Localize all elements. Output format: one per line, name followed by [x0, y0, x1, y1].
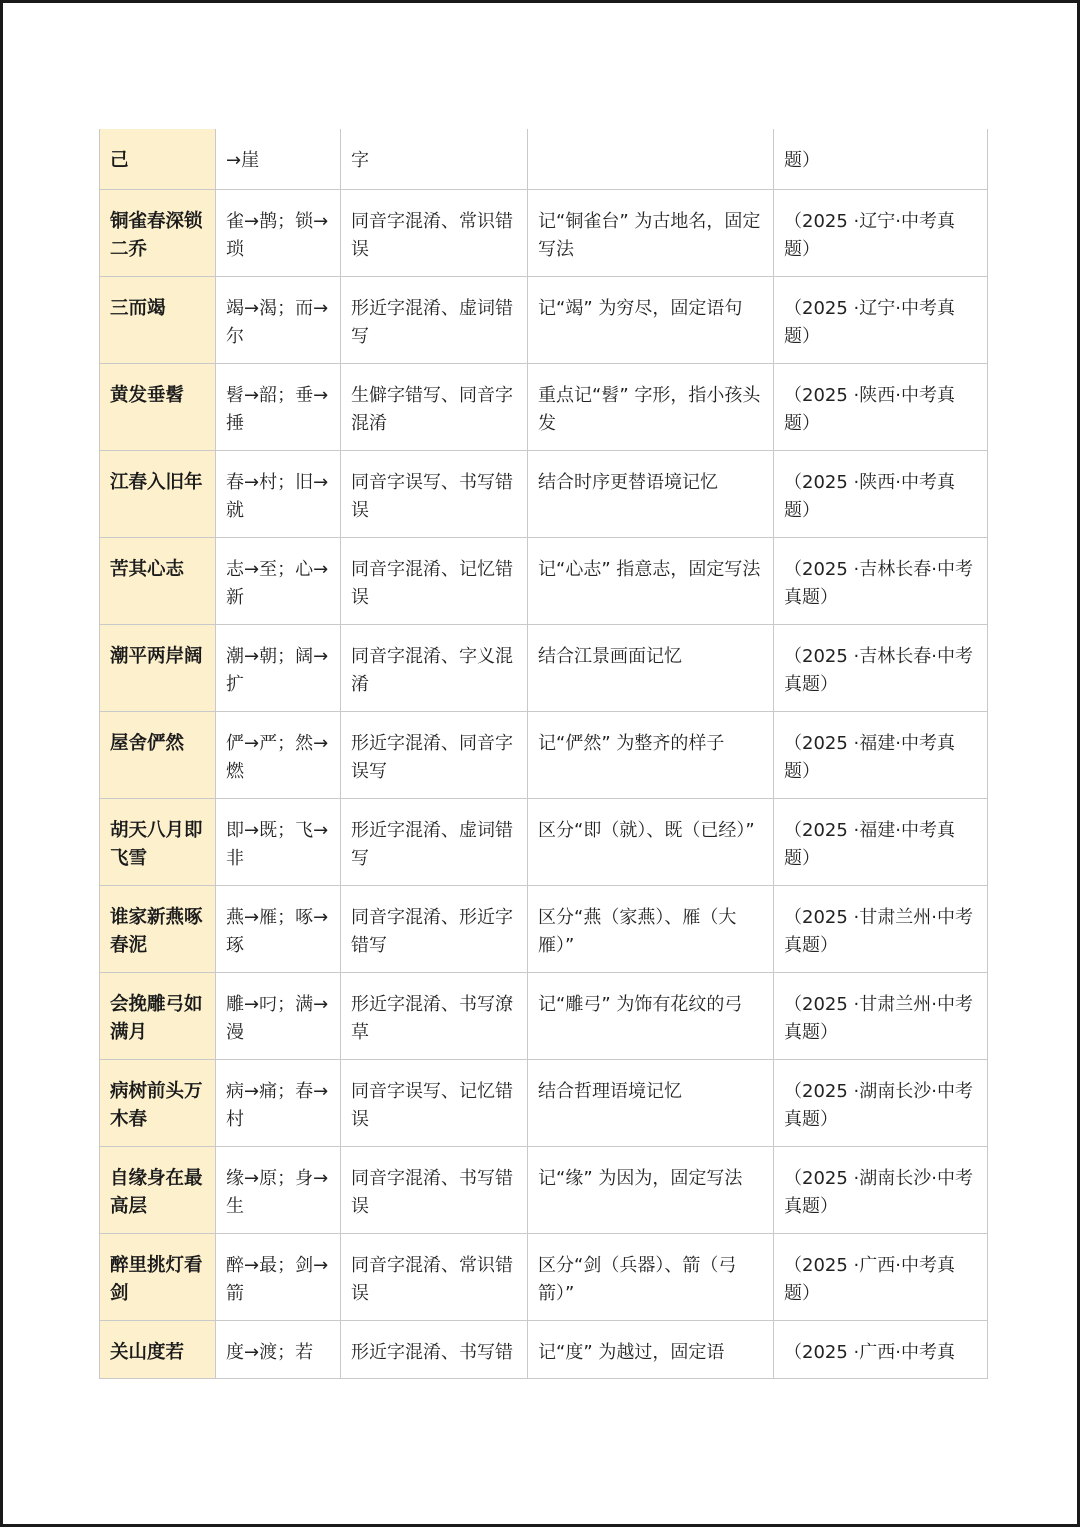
- error-type-cell: 同音字误写、记忆错误: [341, 1059, 528, 1146]
- table-row: [100, 1059, 988, 1146]
- phrase-cell: 己: [100, 129, 216, 189]
- error-chars-cell: 髫→韶；垂→捶: [216, 363, 341, 450]
- memory-tip-cell: 记“缘” 为因为，固定写法: [528, 1146, 774, 1233]
- phrase-cell: 会挽雕弓如满月: [100, 972, 216, 1059]
- memory-tip-cell: 结合时序更替语境记忆: [528, 450, 774, 537]
- source-cell: （2025 ·湖南长沙·中考真题）: [774, 1059, 988, 1146]
- error-type-cell: 形近字混淆、虚词错写: [341, 276, 528, 363]
- table-row: [100, 1320, 988, 1378]
- table-row: [100, 363, 988, 450]
- source-cell: （2025 ·辽宁·中考真题）: [774, 189, 988, 276]
- phrase-cell: 潮平两岸阔: [100, 624, 216, 711]
- error-chars-cell: 病→痛；春→村: [216, 1059, 341, 1146]
- error-chars-cell: 俨→严；然→燃: [216, 711, 341, 798]
- error-chars-cell: 雕→叼；满→漫: [216, 972, 341, 1059]
- error-type-cell: 形近字混淆、同音字误写: [341, 711, 528, 798]
- error-chars-cell: →崖: [216, 129, 341, 189]
- table-row: [100, 450, 988, 537]
- error-words-table: [99, 129, 988, 1379]
- table-row: [100, 276, 988, 363]
- source-cell: （2025 ·陕西·中考真题）: [774, 450, 988, 537]
- phrase-cell: 苦其心志: [100, 537, 216, 624]
- error-type-cell: 同音字误写、书写错误: [341, 450, 528, 537]
- phrase-cell: 屋舍俨然: [100, 711, 216, 798]
- error-type-cell: 同音字混淆、记忆错误: [341, 537, 528, 624]
- phrase-cell: 江春入旧年: [100, 450, 216, 537]
- error-type-cell: 形近字混淆、书写错: [341, 1320, 528, 1378]
- error-chars-cell: 即→既；飞→非: [216, 798, 341, 885]
- source-cell: （2025 ·吉林长春·中考真题）: [774, 537, 988, 624]
- error-chars-cell: 度→渡；若: [216, 1320, 341, 1378]
- error-type-cell: 同音字混淆、常识错误: [341, 189, 528, 276]
- table-row: [100, 1146, 988, 1233]
- table-row: [100, 711, 988, 798]
- memory-tip-cell: 结合江景画面记忆: [528, 624, 774, 711]
- source-cell: 题）: [774, 129, 988, 189]
- source-cell: （2025 ·吉林长春·中考真题）: [774, 624, 988, 711]
- error-chars-cell: 春→村；旧→就: [216, 450, 341, 537]
- error-chars-cell: 竭→渴；而→尔: [216, 276, 341, 363]
- memory-tip-cell: 区分“即（就）、既（已经）”: [528, 798, 774, 885]
- memory-tip-cell: 记“竭” 为穷尽，固定语句: [528, 276, 774, 363]
- phrase-cell: 铜雀春深锁二乔: [100, 189, 216, 276]
- phrase-cell: 胡天八月即飞雪: [100, 798, 216, 885]
- phrase-cell: 关山度若: [100, 1320, 216, 1378]
- memory-tip-cell: [528, 129, 774, 189]
- source-cell: （2025 ·陕西·中考真题）: [774, 363, 988, 450]
- error-type-cell: 生僻字错写、同音字混淆: [341, 363, 528, 450]
- source-cell: （2025 ·甘肃兰州·中考真题）: [774, 972, 988, 1059]
- source-cell: （2025 ·福建·中考真题）: [774, 711, 988, 798]
- memory-tip-cell: 结合哲理语境记忆: [528, 1059, 774, 1146]
- error-type-cell: 同音字混淆、字义混淆: [341, 624, 528, 711]
- source-cell: （2025 ·湖南长沙·中考真题）: [774, 1146, 988, 1233]
- source-cell: （2025 ·广西·中考真: [774, 1320, 988, 1378]
- source-cell: （2025 ·甘肃兰州·中考真题）: [774, 885, 988, 972]
- memory-tip-cell: 记“雕弓” 为饰有花纹的弓: [528, 972, 774, 1059]
- error-chars-cell: 潮→朝；阔→扩: [216, 624, 341, 711]
- memory-tip-cell: 重点记“髫” 字形，指小孩头发: [528, 363, 774, 450]
- table-row: [100, 972, 988, 1059]
- error-chars-cell: 燕→雁；啄→琢: [216, 885, 341, 972]
- table-row: [100, 624, 988, 711]
- source-cell: （2025 ·福建·中考真题）: [774, 798, 988, 885]
- phrase-cell: 自缘身在最高层: [100, 1146, 216, 1233]
- table-row: [100, 798, 988, 885]
- table-row: [100, 885, 988, 972]
- memory-tip-cell: 区分“剑（兵器）、箭（弓箭）”: [528, 1233, 774, 1320]
- phrase-cell: 三而竭: [100, 276, 216, 363]
- phrase-cell: 醉里挑灯看剑: [100, 1233, 216, 1320]
- phrase-cell: 谁家新燕啄春泥: [100, 885, 216, 972]
- table-row: [100, 1233, 988, 1320]
- memory-tip-cell: 记“铜雀台” 为古地名，固定写法: [528, 189, 774, 276]
- table-row: [100, 189, 988, 276]
- table-body: [100, 129, 988, 1378]
- error-type-cell: 形近字混淆、书写潦草: [341, 972, 528, 1059]
- memory-tip-cell: 记“心志” 指意志，固定写法: [528, 537, 774, 624]
- table-row: [100, 129, 988, 189]
- memory-tip-cell: 记“度” 为越过，固定语: [528, 1320, 774, 1378]
- error-type-cell: 同音字混淆、常识错误: [341, 1233, 528, 1320]
- source-cell: （2025 ·广西·中考真题）: [774, 1233, 988, 1320]
- phrase-cell: 黄发垂髫: [100, 363, 216, 450]
- memory-tip-cell: 区分“燕（家燕）、雁（大雁）”: [528, 885, 774, 972]
- error-chars-cell: 醉→最；剑→箭: [216, 1233, 341, 1320]
- phrase-cell: 病树前头万木春: [100, 1059, 216, 1146]
- error-chars-cell: 缘→原；身→生: [216, 1146, 341, 1233]
- memory-tip-cell: 记“俨然” 为整齐的样子: [528, 711, 774, 798]
- source-cell: （2025 ·辽宁·中考真题）: [774, 276, 988, 363]
- error-chars-cell: 志→至；心→新: [216, 537, 341, 624]
- error-type-cell: 同音字混淆、形近字错写: [341, 885, 528, 972]
- error-type-cell: 形近字混淆、虚词错写: [341, 798, 528, 885]
- error-type-cell: 字: [341, 129, 528, 189]
- error-chars-cell: 雀→鹊；锁→琐: [216, 189, 341, 276]
- table-row: [100, 537, 988, 624]
- error-type-cell: 同音字混淆、书写错误: [341, 1146, 528, 1233]
